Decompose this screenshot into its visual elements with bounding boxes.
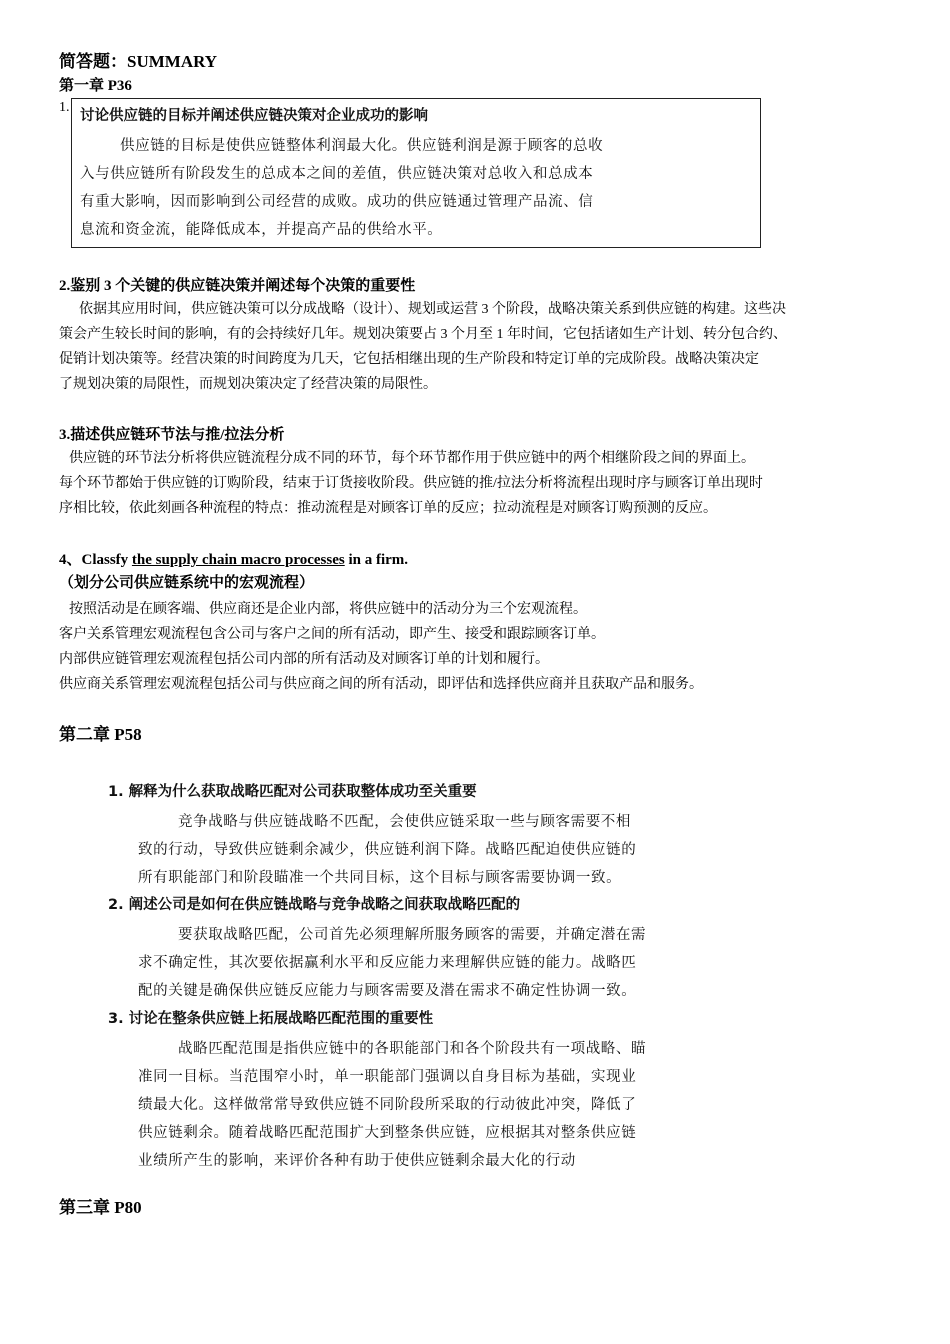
question-4-answer [59, 597, 895, 697]
answer-line: 每个环节都始于供应链的订购阶段，结束于订货接收阶段。供应链的推/拉法分析将流程出现时序与顾客订单出现时 [59, 476, 763, 491]
answer-line: 策会产生较长时间的影响，有的会持续好几年。规划决策要占 3 个月至 1 年时间，它包括诸如生产计划、转分包合约、 [59, 327, 787, 342]
document-title: 简答题：SUMMARY [59, 52, 218, 71]
question-1-number: 1. [59, 100, 70, 115]
question-4-subtitle: （划分公司供应链系统中的宏观流程） [59, 575, 315, 591]
answer-line: 客户关系管理宏观流程包含公司与客户之间的所有活动，即产生、接受和跟踪顾客订单。 [59, 627, 605, 642]
scan-line: 业绩所产生的影响，来评价各种有助于使供应链剩余最大化的行动 [138, 1153, 576, 1169]
scan-line: 绩最大化。这样做常常导致供应链不同阶段所采取的行动彼此冲突，降低了 [138, 1097, 637, 1113]
scan-line: 求不确定性，其次要依据赢利水平和反应能力来理解供应链的能力。战略匹 [138, 955, 637, 971]
question-2-title: 2.鉴别 3 个关键的供应链决策并阐述每个决策的重要性 [59, 278, 416, 294]
answer-line: 供应商关系管理宏观流程包括公司与供应商之间的所有活动，即评估和选择供应商并且获取产品和服务。 [59, 677, 703, 692]
scan-line: 供应链剩余。随着战略匹配范围扩大到整条供应链，应根据其对整条供应链 [138, 1125, 637, 1141]
question-4-title [59, 549, 408, 571]
scanned-textbook-excerpt [100, 780, 800, 1169]
scan-line: 供应链的目标是使供应链整体利润最大化。供应链利润是源于顾客的总收 [120, 138, 604, 154]
question-3-answer [59, 446, 895, 521]
scan-question-title: 2. 阐述公司是如何在供应链战略与竞争战略之间获取战略匹配的 [108, 897, 521, 913]
scan-line: 致的行动，导致供应链剩余减少，供应链利润下降。战略匹配迫使供应链的 [138, 842, 637, 858]
answer-line: 依据其应用时间，供应链决策可以分成战略（设计）、规划或运营 3 个阶段，战略决策关系到供应链的构建。这些决 [79, 302, 786, 317]
scanned-excerpt-box [71, 98, 761, 248]
scan-line: 息流和资金流，能降低成本，并提高产品的供给水平。 [80, 222, 443, 238]
scan-line: 有重大影响，因而影响到公司经营的成败。成功的供应链通过管理产品流、信 [80, 194, 594, 210]
q4-title-prefix: 4、Classfy [59, 552, 132, 568]
chapter-1-heading: 第一章 P36 [59, 78, 132, 94]
scan-question-title: 讨论供应链的目标并阐述供应链决策对企业成功的影响 [80, 108, 428, 124]
scan-line: 所有职能部门和阶段瞄准一个共同目标，这个目标与顾客需要协调一致。 [138, 870, 622, 886]
chapter-3-heading: 第三章 P80 [59, 1198, 142, 1217]
question-2-answer [59, 297, 895, 397]
question-3-title: 3.描述供应链环节法与推/拉法分析 [59, 427, 285, 443]
scan-question-title: 3. 讨论在整条供应链上拓展战略匹配范围的重要性 [108, 1011, 434, 1027]
answer-line: 序相比较，依此刻画各种流程的特点：推动流程是对顾客订单的反应；拉动流程是对顾客订购预测的反应。 [59, 501, 717, 516]
q4-title-underlined: the supply chain macro processes [131, 552, 345, 568]
scan-line: 准同一目标。当范围窄小时，单一职能部门强调以自身目标为基础，实现业 [138, 1069, 637, 1085]
answer-line: 内部供应链管理宏观流程包括公司内部的所有活动及对顾客订单的计划和履行。 [59, 652, 549, 667]
scan-line: 入与供应链所有阶段发生的总成本之间的差值，供应链决策对总收入和总成本 [80, 166, 594, 182]
scan-line: 要获取战略匹配，公司首先必须理解所服务顾客的需要，并确定潜在需 [178, 927, 647, 943]
scan-question-title: 1. 解释为什么获取战略匹配对公司获取整体成功至关重要 [108, 784, 477, 800]
answer-line: 了规划决策的局限性，而规划决策决定了经营决策的局限性。 [59, 377, 437, 392]
answer-line: 按照活动是在顾客端、供应商还是企业内部，将供应链中的活动分为三个宏观流程。 [69, 602, 587, 617]
q4-title-suffix: in a firm. [344, 552, 409, 568]
scan-line: 配的关键是确保供应链反应能力与顾客需要及潜在需求不确定性协调一致。 [138, 983, 637, 999]
scan-line: 战略匹配范围是指供应链中的各职能部门和各个阶段共有一项战略、瞄 [178, 1041, 647, 1057]
scan-line: 竞争战略与供应链战略不匹配，会使供应链采取一些与顾客需要不相 [178, 814, 631, 830]
chapter-2-heading: 第二章 P58 [59, 725, 142, 744]
answer-line: 促销计划决策等。经营决策的时间跨度为几天，它包括相继出现的生产阶段和特定订单的完成阶段。战略决策决定 [59, 352, 759, 367]
answer-line: 供应链的环节法分析将供应链流程分成不同的环节，每个环节都作用于供应链中的两个相继阶段之间的界面上。 [69, 451, 755, 466]
